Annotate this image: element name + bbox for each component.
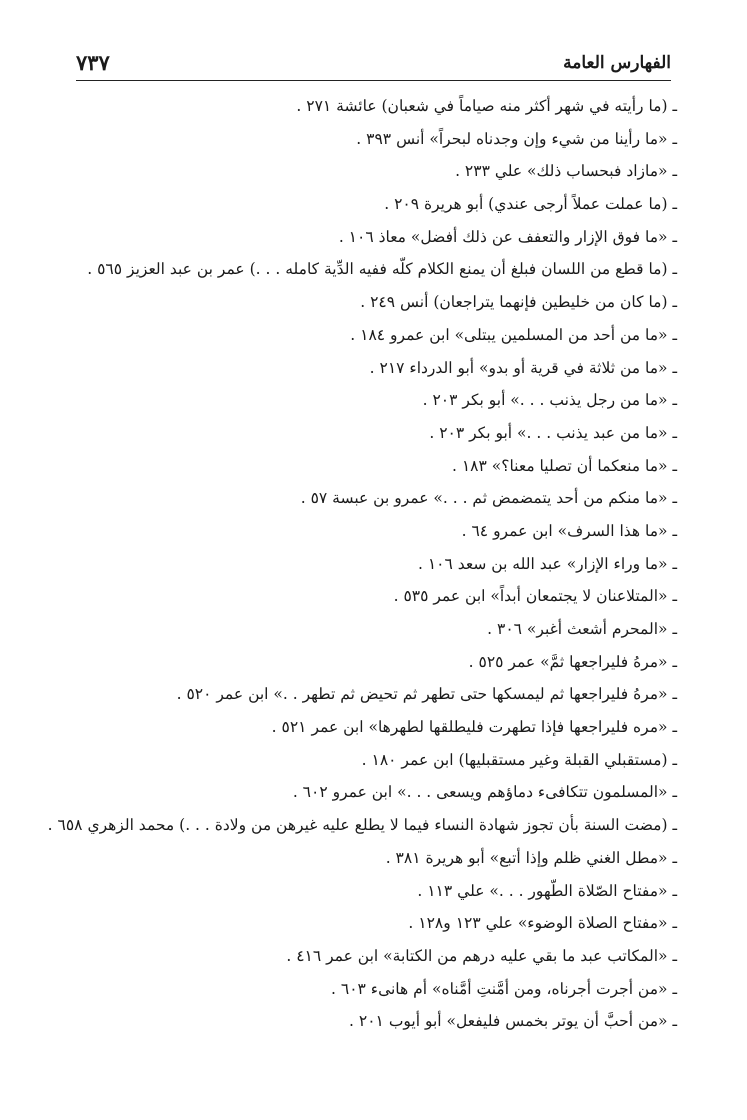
index-entry: ـ «المحرم أشعث أغبر» ٣٠٦ . xyxy=(487,620,677,638)
index-entry: ـ «المتلاعنان لا يجتمعان أبداً» ابن عمر ٥٣٥ . xyxy=(393,587,677,606)
index-entry: ـ (ما قطع من اللسان فبلغ أن يمنع الكلام كلّه ففيه الدِّية كامله . . .) عمر بن عبد العزيز ٥٦٥ . xyxy=(87,260,677,279)
index-entry: ـ (ما رأيته في شهر أكثر منه صياماً في شعبان) عائشة ٢٧١ . xyxy=(296,97,677,115)
index-entry: ـ «المكاتب عبد ما بقي عليه درهم من الكتابة» ابن عمر ٤١٦ . xyxy=(286,946,677,965)
page-header xyxy=(76,50,671,78)
index-entry: ـ «ما هذا السرف» ابن عمرو ٦٤ . xyxy=(461,521,677,540)
index-entry: ـ «ما من عبد يذنب . . .» أبو بكر ٢٠٣ . xyxy=(429,423,677,442)
index-entry: ـ «مازاد فبحساب ذلك» علي ٢٣٣ . xyxy=(455,162,677,181)
index-entry: ـ «ما وراء الإزار» عبد الله بن سعد ١٠٦ . xyxy=(417,554,677,573)
index-entry: ـ «ما منعكما أن تصليا معنا؟» ١٨٣ . xyxy=(451,456,677,475)
index-entry: ـ (مضت السنة بأن تجوز شهادة النساء فيما لا يطلع عليه غيرهن من ولادة . . .) محمد الزهري ٦٥٨ . xyxy=(47,816,677,835)
index-entry: ـ (ما عملت عملاً أرجى عندي) أبو هريرة ٢٠٩ . xyxy=(384,195,677,214)
index-entry: ـ (ما كان من خليطين فإنهما يتراجعان) أنس ٢٤٩ . xyxy=(360,293,677,312)
index-entry: ـ «ما رأينا من شيء وإن وجدناه لبحراً» أنس ٣٩٣ . xyxy=(356,129,677,148)
index-entry: ـ «ما منكم من أحد يتمضمض ثم . . .» عمرو بن عبسة ٥٧ . xyxy=(300,489,677,508)
header-title: الفهارس العامة xyxy=(563,53,671,73)
index-entry: ـ «مفتاح الصلاة الوضوء» علي ١٢٣ و١٢٨ . xyxy=(408,914,677,933)
header-divider xyxy=(76,80,671,81)
index-entries-list xyxy=(47,90,677,1038)
index-entry: ـ «المسلمون تتكافىء دماؤهم ويسعى . . .» ابن عمرو ٦٠٢ . xyxy=(292,783,677,802)
index-entry: ـ «ما من أحد من المسلمين يبتلى» ابن عمرو ١٨٤ . xyxy=(350,325,677,344)
index-entry: ـ «ما من ثلاثة في قرية أو بدو» أبو الدرداء ٢١٧ . xyxy=(369,358,677,377)
index-entry: ـ «مره فليراجعها فإذا تطهرت فليطلقها لطهرها» ابن عمر ٥٢١ . xyxy=(271,718,677,737)
index-entry: ـ «من أحبَّ أن يوتر بخمس فليفعل» أبو أيوب ٢٠١ . xyxy=(349,1012,677,1031)
index-entry: ـ «مطل الغني ظلم وإذا أتبع» أبو هريرة ٣٨١ . xyxy=(385,848,677,867)
page-number: ٧٣٧ xyxy=(76,50,110,75)
index-entry: ـ «مفتاح الصّلاة الطّهور . . .» علي ١١٣ . xyxy=(417,881,677,900)
index-entry: ـ «ما فوق الإزار والتعفف عن ذلك أفضل» معاذ ١٠٦ . xyxy=(338,227,677,246)
index-entry: ـ «مرهُ فليراجعها ثم ليمسكها حتى تطهر ثم تحيض ثم تطهر . .» ابن عمر ٥٢٠ . xyxy=(176,685,677,704)
index-entry: ـ «ما من رجل يذنب . . .» أبو بكر ٢٠٣ . xyxy=(422,391,677,410)
index-entry: ـ (مستقبلي القبلة وغير مستقبليها) ابن عمر ١٨٠ . xyxy=(361,750,677,769)
index-entry: ـ «من أجرت أجرناه، ومن أمَّنتِ أمَّناه» أم هانىء ٦٠٣ . xyxy=(331,979,677,998)
index-entry: ـ «مرهُ فليراجعها ثمَّ» عمر ٥٢٥ . xyxy=(468,652,677,671)
